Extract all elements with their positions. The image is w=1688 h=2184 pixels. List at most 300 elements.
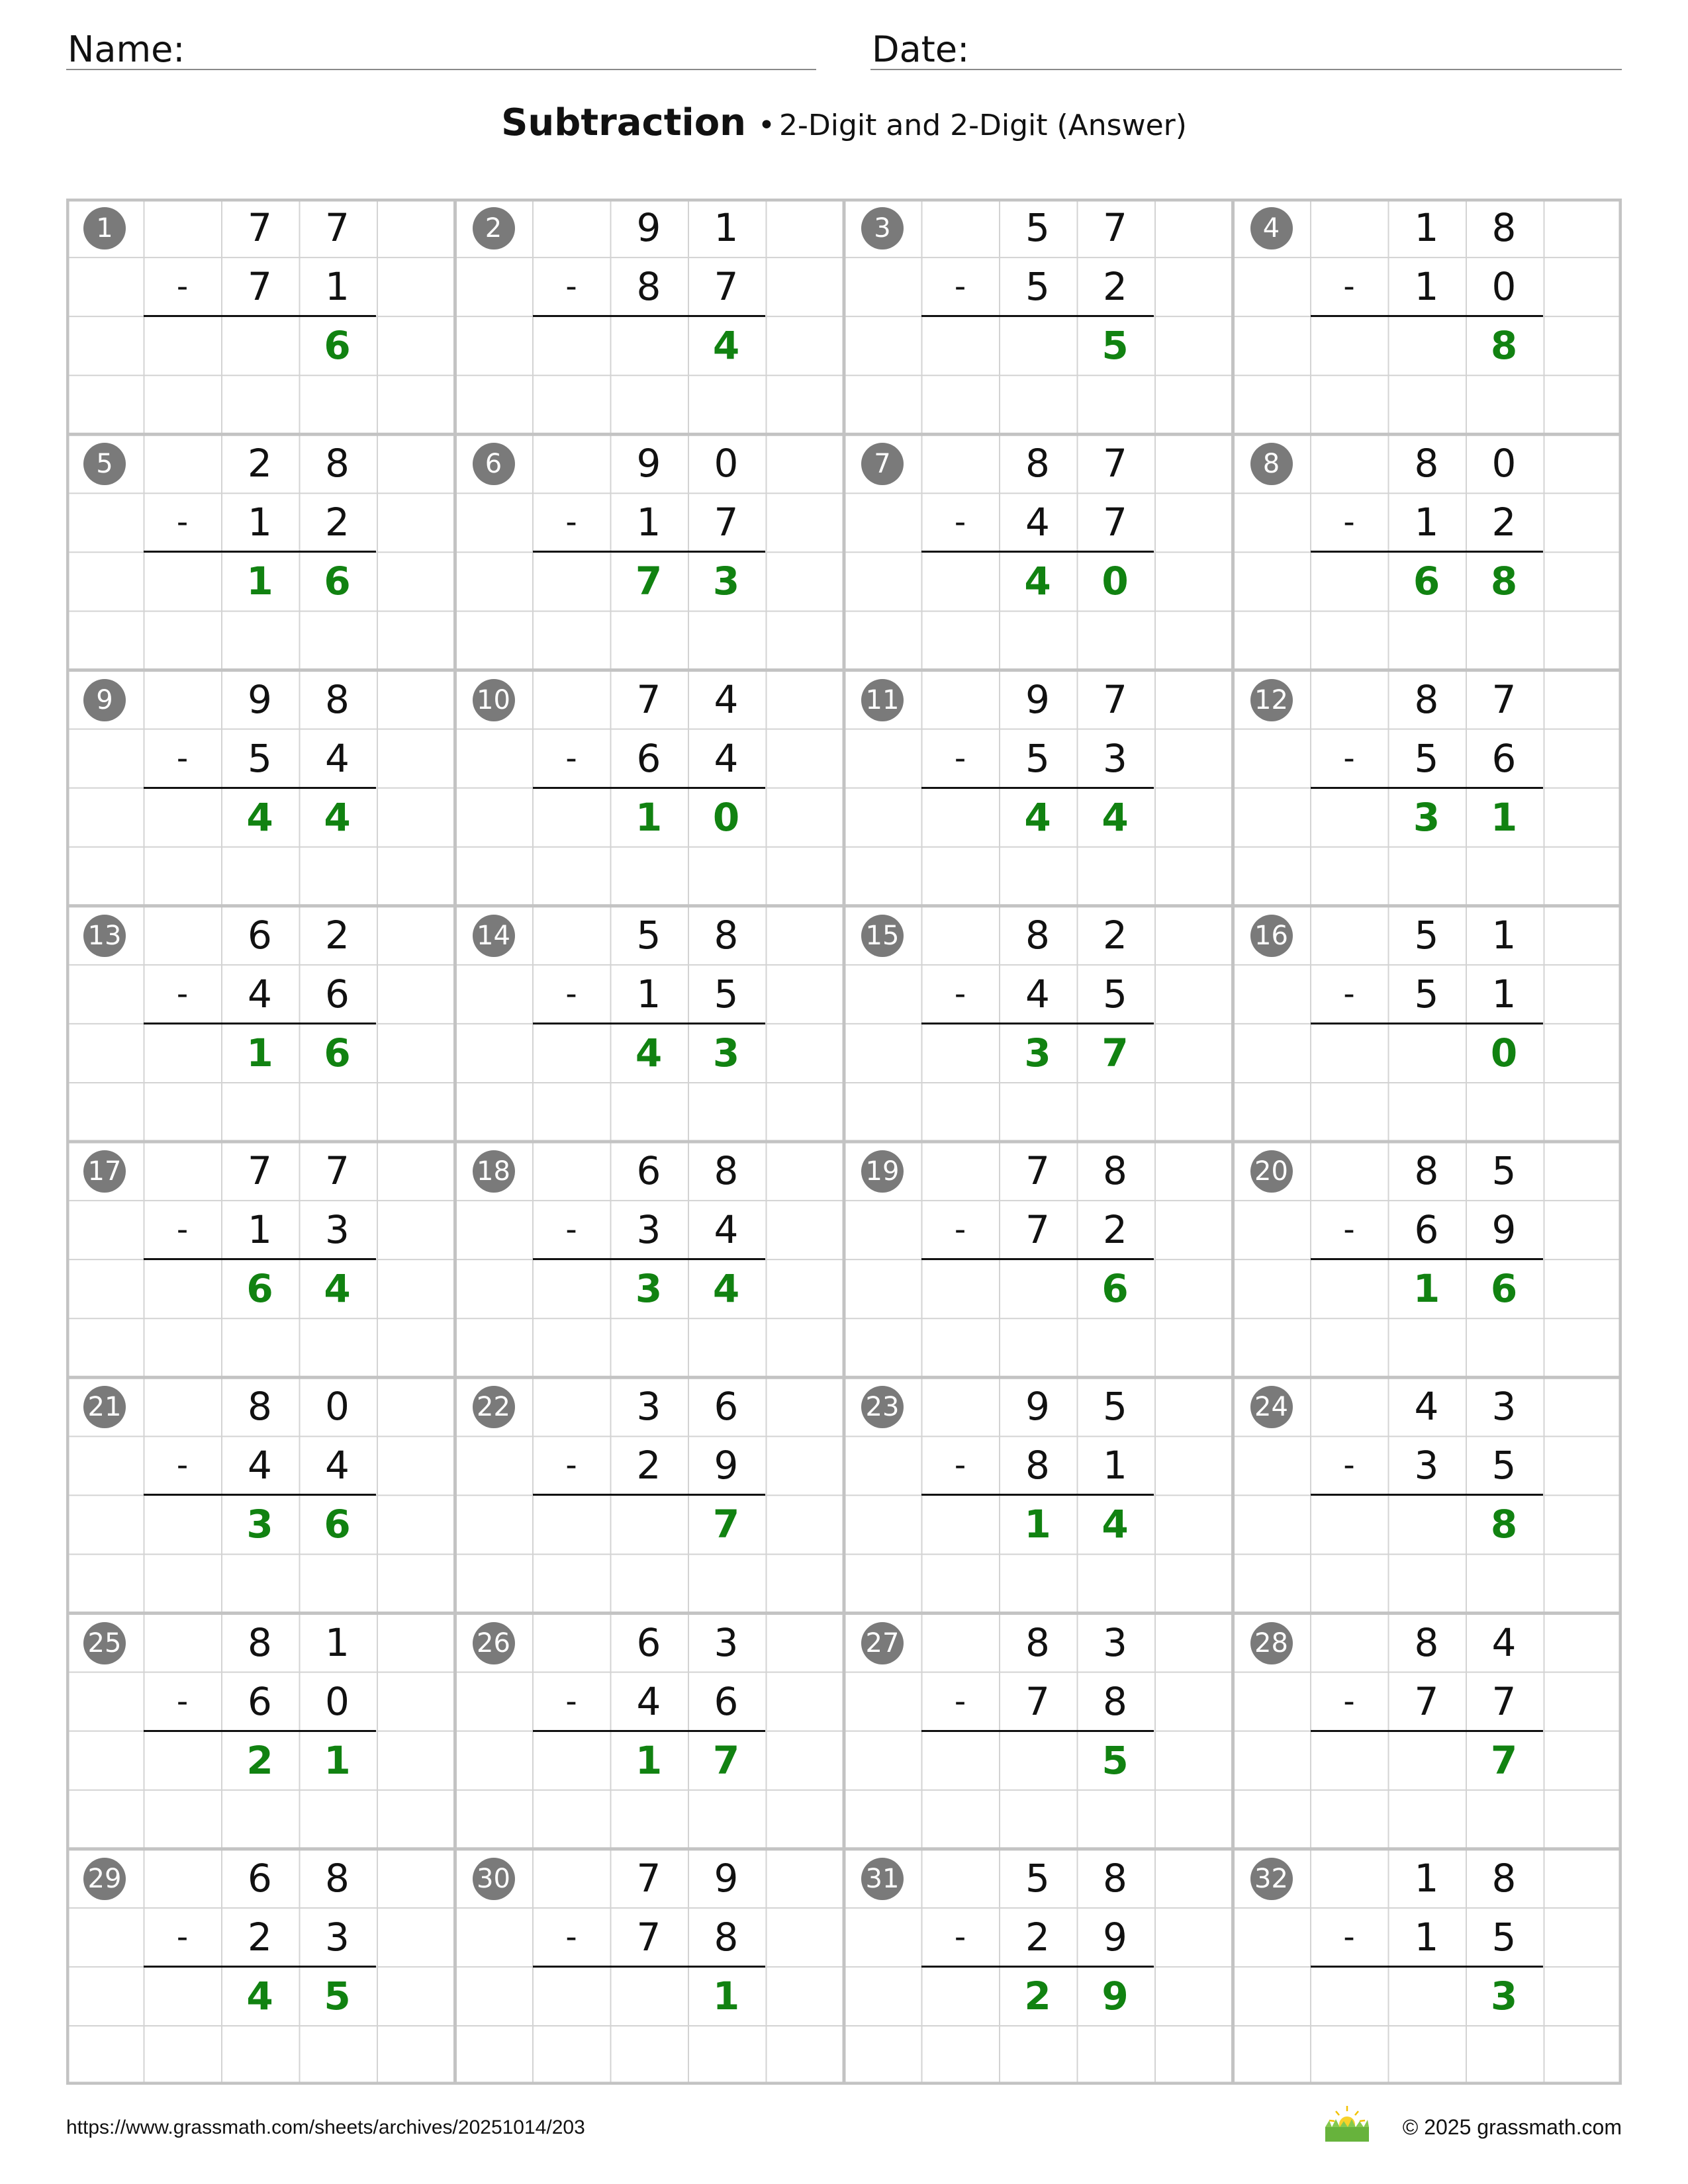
answer-ones-digit: 6 — [1102, 1266, 1129, 1311]
problem-number-badge: 32 — [1250, 1858, 1293, 1900]
minus-sign: - — [565, 268, 577, 305]
problem-20 — [1233, 1142, 1622, 1377]
minuend-tens-digit: 5 — [1025, 1855, 1050, 1901]
problem-number-badge: 25 — [83, 1622, 126, 1664]
minuend-ones-digit: 0 — [714, 441, 739, 486]
answer-ones-digit: 4 — [712, 323, 740, 368]
problem-32 — [1233, 1849, 1622, 2085]
subtrahend-tens-digit: 3 — [636, 1207, 661, 1252]
minuend-tens-digit: 8 — [1025, 1619, 1050, 1665]
problem-16 — [1233, 906, 1622, 1142]
problem-number-badge: 12 — [1250, 679, 1293, 721]
answer-tens-digit: 3 — [1024, 1030, 1051, 1075]
minuend-ones-digit: 0 — [1491, 441, 1517, 486]
answer-tens-digit — [1388, 1731, 1466, 1790]
subtrahend-ones-digit: 3 — [1103, 735, 1127, 781]
answer-ones-digit: 8 — [1490, 1502, 1518, 1547]
subtrahend-tens-digit: 7 — [1414, 1678, 1439, 1724]
subtrahend-ones-digit: 4 — [714, 1207, 739, 1252]
subtrahend-ones-digit: 5 — [1491, 1914, 1517, 1960]
answer-tens-digit: 1 — [246, 559, 273, 604]
problem-9 — [66, 670, 455, 906]
answer-tens-digit: 3 — [1413, 794, 1440, 840]
subtrahend-tens-digit: 5 — [248, 735, 272, 781]
subtrahend-ones-digit: 4 — [325, 735, 350, 781]
subtrahend-tens-digit: 5 — [1025, 735, 1050, 781]
problem-number-badge: 15 — [861, 915, 904, 957]
problem-19 — [844, 1142, 1233, 1377]
answer-ones-digit: 3 — [712, 559, 740, 604]
answer-ones-digit: 1 — [712, 1973, 740, 2019]
minuend-tens-digit: 4 — [1414, 1384, 1439, 1430]
answer-ones-digit: 0 — [712, 794, 740, 840]
problem-5 — [66, 434, 455, 670]
minus-sign: - — [1343, 1918, 1355, 1956]
minuend-tens-digit: 9 — [636, 441, 661, 486]
subtrahend-tens-digit: 7 — [636, 1914, 661, 1960]
subtrahend-tens-digit: 1 — [636, 500, 661, 545]
minus-sign: - — [1343, 1682, 1355, 1720]
problem-number-badge: 3 — [861, 207, 904, 250]
answer-ones-digit: 6 — [1490, 1266, 1518, 1311]
problem-number-badge: 1 — [83, 207, 126, 250]
subtrahend-tens-digit: 6 — [248, 1678, 272, 1724]
answer-tens-digit: 1 — [635, 794, 663, 840]
subtrahend-tens-digit: 7 — [1025, 1678, 1050, 1724]
problem-6 — [455, 434, 844, 670]
subtrahend-ones-digit: 2 — [1103, 264, 1127, 309]
minuend-tens-digit: 7 — [636, 1855, 661, 1901]
minuend-tens-digit: 1 — [1414, 1855, 1439, 1901]
minuend-ones-digit: 1 — [714, 205, 739, 250]
footer-copyright: © 2025 grassmath.com — [1402, 2115, 1622, 2139]
answer-tens-digit: 2 — [1024, 1973, 1051, 2019]
problem-17 — [66, 1142, 455, 1377]
minus-sign: - — [565, 504, 577, 541]
answer-ones-digit: 4 — [1102, 1502, 1129, 1547]
problem-number-badge: 27 — [861, 1622, 904, 1664]
answer-tens-digit: 3 — [635, 1266, 663, 1311]
answer-tens-digit: 2 — [246, 1737, 273, 1783]
minuend-ones-digit: 8 — [325, 441, 350, 486]
minuend-tens-digit: 3 — [636, 1384, 661, 1430]
problem-number-badge: 20 — [1250, 1150, 1293, 1193]
subtrahend-ones-digit: 9 — [1103, 1914, 1127, 1960]
date-field[interactable] — [870, 25, 1622, 70]
minus-sign: - — [1343, 1447, 1355, 1484]
answer-ones-digit: 4 — [324, 794, 351, 840]
subtrahend-tens-digit: 3 — [1414, 1443, 1439, 1488]
problem-28 — [1233, 1614, 1622, 1849]
minuend-tens-digit: 9 — [636, 205, 661, 250]
title-subtitle: 2-Digit and 2-Digit (Answer) — [779, 109, 1187, 142]
subtrahend-ones-digit: 7 — [714, 500, 739, 545]
minuend-tens-digit: 9 — [248, 676, 272, 722]
answer-tens-digit: 4 — [246, 1973, 273, 2019]
minuend-tens-digit: 7 — [248, 205, 272, 250]
problem-7 — [844, 434, 1233, 670]
answer-ones-digit: 0 — [1102, 559, 1129, 604]
subtrahend-ones-digit: 9 — [714, 1443, 739, 1488]
subtrahend-tens-digit: 7 — [248, 264, 272, 309]
subtrahend-tens-digit: 1 — [248, 500, 272, 545]
subtrahend-tens-digit: 1 — [636, 971, 661, 1017]
subtrahend-tens-digit: 2 — [248, 1914, 272, 1960]
problem-number-badge: 10 — [473, 679, 515, 721]
title-bullet: • — [758, 109, 775, 142]
answer-ones-digit: 4 — [712, 1266, 740, 1311]
minuend-ones-digit: 8 — [1491, 205, 1517, 250]
subtrahend-tens-digit: 6 — [1414, 1207, 1439, 1252]
problem-grid — [66, 199, 1622, 2085]
minus-sign: - — [176, 268, 189, 305]
answer-ones-digit: 3 — [1490, 1973, 1518, 2019]
answer-ones-digit: 3 — [712, 1030, 740, 1075]
minuend-ones-digit: 2 — [1103, 912, 1127, 958]
answer-tens-digit — [1388, 316, 1466, 375]
answer-tens-digit — [610, 316, 688, 375]
subtrahend-tens-digit: 2 — [1025, 1914, 1050, 1960]
subtrahend-ones-digit: 2 — [1491, 500, 1517, 545]
minuend-ones-digit: 0 — [325, 1384, 350, 1430]
minus-sign: - — [1343, 739, 1355, 777]
answer-ones-digit: 7 — [1490, 1737, 1518, 1783]
subtrahend-ones-digit: 8 — [714, 1914, 739, 1960]
subtrahend-ones-digit: 5 — [1103, 971, 1127, 1017]
problem-14 — [455, 906, 844, 1142]
answer-ones-digit: 4 — [324, 1266, 351, 1311]
minus-sign: - — [565, 739, 577, 777]
minus-sign: - — [954, 1447, 966, 1484]
problem-3 — [844, 199, 1233, 434]
problem-number-badge: 2 — [473, 207, 515, 250]
problem-24 — [1233, 1377, 1622, 1613]
problem-21 — [66, 1377, 455, 1613]
minus-sign: - — [954, 268, 966, 305]
minuend-ones-digit: 8 — [325, 1855, 350, 1901]
problem-number-badge: 30 — [473, 1858, 515, 1900]
problem-number-badge: 21 — [83, 1386, 126, 1428]
minus-sign: - — [954, 975, 966, 1013]
minuend-tens-digit: 8 — [1414, 441, 1439, 486]
subtrahend-ones-digit: 2 — [325, 500, 350, 545]
minuend-ones-digit: 2 — [325, 912, 350, 958]
subtrahend-ones-digit: 3 — [325, 1207, 350, 1252]
subtrahend-ones-digit: 1 — [1491, 971, 1517, 1017]
minuend-ones-digit: 4 — [714, 676, 739, 722]
problem-number-badge: 11 — [861, 679, 904, 721]
minus-sign: - — [954, 1918, 966, 1956]
minuend-tens-digit: 1 — [1414, 205, 1439, 250]
answer-tens-digit: 1 — [635, 1737, 663, 1783]
problem-27 — [844, 1614, 1233, 1849]
minuend-ones-digit: 3 — [714, 1619, 739, 1665]
subtrahend-ones-digit: 7 — [1103, 500, 1127, 545]
subtrahend-ones-digit: 4 — [714, 735, 739, 781]
problem-22 — [455, 1377, 844, 1613]
minuend-tens-digit: 5 — [636, 912, 661, 958]
minus-sign: - — [565, 1447, 577, 1484]
problem-number-badge: 24 — [1250, 1386, 1293, 1428]
minuend-tens-digit: 7 — [636, 676, 661, 722]
problem-number-badge: 9 — [83, 679, 126, 721]
subtrahend-tens-digit: 5 — [1414, 971, 1439, 1017]
answer-tens-digit — [999, 1259, 1076, 1318]
minus-sign: - — [176, 1211, 189, 1248]
minuend-tens-digit: 8 — [248, 1619, 272, 1665]
problem-number-badge: 29 — [83, 1858, 126, 1900]
minus-sign: - — [1343, 268, 1355, 305]
answer-ones-digit: 6 — [324, 1030, 351, 1075]
problem-number-badge: 8 — [1250, 443, 1293, 485]
minus-sign: - — [565, 1918, 577, 1956]
minuend-tens-digit: 5 — [1414, 912, 1439, 958]
minuend-ones-digit: 7 — [325, 205, 350, 250]
name-label: Name: — [68, 28, 185, 70]
minuend-tens-digit: 6 — [636, 1148, 661, 1193]
answer-ones-digit: 7 — [712, 1502, 740, 1547]
subtrahend-tens-digit: 1 — [1414, 1914, 1439, 1960]
answer-tens-digit — [1388, 1495, 1466, 1554]
subtrahend-ones-digit: 1 — [1103, 1443, 1127, 1488]
minuend-tens-digit: 5 — [1025, 205, 1050, 250]
answer-tens-digit — [999, 316, 1076, 375]
subtrahend-tens-digit: 4 — [1025, 971, 1050, 1017]
minus-sign: - — [954, 1682, 966, 1720]
answer-ones-digit: 7 — [712, 1737, 740, 1783]
subtrahend-ones-digit: 7 — [1491, 1678, 1517, 1724]
problem-1 — [66, 199, 455, 434]
subtrahend-tens-digit: 2 — [636, 1443, 661, 1488]
problem-number-badge: 31 — [861, 1858, 904, 1900]
minuend-tens-digit: 6 — [248, 912, 272, 958]
subtrahend-ones-digit: 5 — [1491, 1443, 1517, 1488]
minus-sign: - — [1343, 975, 1355, 1013]
subtrahend-ones-digit: 0 — [325, 1678, 350, 1724]
minuend-tens-digit: 8 — [1414, 676, 1439, 722]
minuend-ones-digit: 7 — [1491, 676, 1517, 722]
minus-sign: - — [565, 1211, 577, 1248]
answer-ones-digit: 5 — [1102, 1737, 1129, 1783]
minuend-tens-digit: 8 — [1025, 441, 1050, 486]
minus-sign: - — [954, 1211, 966, 1248]
minuend-tens-digit: 7 — [248, 1148, 272, 1193]
minus-sign: - — [176, 1918, 189, 1956]
subtrahend-ones-digit: 6 — [714, 1678, 739, 1724]
minuend-ones-digit: 1 — [325, 1619, 350, 1665]
answer-ones-digit: 1 — [324, 1737, 351, 1783]
minuend-ones-digit: 1 — [1491, 912, 1517, 958]
answer-tens-digit: 7 — [635, 559, 663, 604]
minuend-ones-digit: 5 — [1103, 1384, 1127, 1430]
minus-sign: - — [1343, 504, 1355, 541]
answer-ones-digit: 5 — [1102, 323, 1129, 368]
answer-tens-digit — [610, 1967, 688, 2026]
answer-tens-digit — [221, 316, 299, 375]
problem-4 — [1233, 199, 1622, 434]
subtrahend-ones-digit: 2 — [1103, 1207, 1127, 1252]
minuend-ones-digit: 7 — [325, 1148, 350, 1193]
subtrahend-tens-digit: 8 — [1025, 1443, 1050, 1488]
answer-tens-digit: 1 — [1024, 1502, 1051, 1547]
minuend-tens-digit: 9 — [1025, 676, 1050, 722]
minuend-tens-digit: 8 — [1025, 912, 1050, 958]
title-main: Subtraction — [501, 101, 747, 144]
answer-tens-digit: 1 — [1413, 1266, 1440, 1311]
answer-ones-digit: 6 — [324, 559, 351, 604]
minuend-ones-digit: 8 — [714, 1148, 739, 1193]
minus-sign: - — [954, 739, 966, 777]
minus-sign: - — [176, 975, 189, 1013]
answer-tens-digit — [610, 1495, 688, 1554]
answer-ones-digit: 0 — [1490, 1030, 1518, 1075]
problem-number-badge: 28 — [1250, 1622, 1293, 1664]
answer-ones-digit: 8 — [1490, 323, 1518, 368]
subtrahend-tens-digit: 7 — [1025, 1207, 1050, 1252]
answer-tens-digit — [999, 1731, 1076, 1790]
problem-number-badge: 17 — [83, 1150, 126, 1193]
minus-sign: - — [954, 504, 966, 541]
problem-number-badge: 19 — [861, 1150, 904, 1193]
minuend-tens-digit: 6 — [636, 1619, 661, 1665]
minus-sign: - — [176, 504, 189, 541]
problem-number-badge: 14 — [473, 915, 515, 957]
subtrahend-ones-digit: 0 — [1491, 264, 1517, 309]
subtrahend-ones-digit: 8 — [1103, 1678, 1127, 1724]
answer-ones-digit: 1 — [1490, 794, 1518, 840]
minuend-ones-digit: 3 — [1103, 1619, 1127, 1665]
problem-number-badge: 6 — [473, 443, 515, 485]
answer-tens-digit: 6 — [1413, 559, 1440, 604]
subtrahend-ones-digit: 1 — [325, 264, 350, 309]
problem-number-badge: 23 — [861, 1386, 904, 1428]
minuend-ones-digit: 8 — [1491, 1855, 1517, 1901]
minus-sign: - — [176, 1447, 189, 1484]
problem-8 — [1233, 434, 1622, 670]
subtrahend-ones-digit: 5 — [714, 971, 739, 1017]
problem-25 — [66, 1614, 455, 1849]
answer-tens-digit: 4 — [246, 794, 273, 840]
answer-ones-digit: 4 — [1102, 794, 1129, 840]
problem-2 — [455, 199, 844, 434]
minuend-tens-digit: 6 — [248, 1855, 272, 1901]
minuend-ones-digit: 7 — [1103, 676, 1127, 722]
subtrahend-tens-digit: 4 — [248, 971, 272, 1017]
subtrahend-ones-digit: 7 — [714, 264, 739, 309]
problem-13 — [66, 906, 455, 1142]
problem-number-badge: 4 — [1250, 207, 1293, 250]
answer-ones-digit: 6 — [324, 1502, 351, 1547]
answer-tens-digit: 1 — [246, 1030, 273, 1075]
problem-number-badge: 22 — [473, 1386, 515, 1428]
answer-tens-digit — [1388, 1024, 1466, 1083]
answer-tens-digit: 6 — [246, 1266, 273, 1311]
minuend-tens-digit: 2 — [248, 441, 272, 486]
answer-ones-digit: 6 — [324, 323, 351, 368]
problem-number-badge: 16 — [1250, 915, 1293, 957]
subtrahend-tens-digit: 4 — [636, 1678, 661, 1724]
minuend-ones-digit: 5 — [1491, 1148, 1517, 1193]
answer-ones-digit: 5 — [324, 1973, 351, 2019]
answer-ones-digit: 9 — [1102, 1973, 1129, 2019]
minuend-ones-digit: 8 — [1103, 1148, 1127, 1193]
problem-number-badge: 18 — [473, 1150, 515, 1193]
minuend-tens-digit: 9 — [1025, 1384, 1050, 1430]
subtrahend-tens-digit: 5 — [1414, 735, 1439, 781]
minus-sign: - — [176, 1682, 189, 1720]
problem-number-badge: 5 — [83, 443, 126, 485]
minuend-ones-digit: 7 — [1103, 205, 1127, 250]
problem-12 — [1233, 670, 1622, 906]
subtrahend-tens-digit: 4 — [1025, 500, 1050, 545]
subtrahend-tens-digit: 1 — [1414, 264, 1439, 309]
answer-ones-digit: 7 — [1102, 1030, 1129, 1075]
minus-sign: - — [1343, 1211, 1355, 1248]
answer-tens-digit: 4 — [635, 1030, 663, 1075]
minuend-ones-digit: 8 — [1103, 1855, 1127, 1901]
minus-sign: - — [565, 975, 577, 1013]
subtrahend-tens-digit: 1 — [1414, 500, 1439, 545]
minuend-ones-digit: 3 — [1491, 1384, 1517, 1430]
answer-tens-digit — [1388, 1967, 1466, 2026]
minuend-ones-digit: 8 — [714, 912, 739, 958]
minuend-tens-digit: 7 — [1025, 1148, 1050, 1193]
problem-11 — [844, 670, 1233, 906]
minuend-tens-digit: 8 — [1414, 1619, 1439, 1665]
problem-10 — [455, 670, 844, 906]
minuend-ones-digit: 8 — [325, 676, 350, 722]
minuend-ones-digit: 7 — [1103, 441, 1127, 486]
minuend-ones-digit: 6 — [714, 1384, 739, 1430]
subtrahend-ones-digit: 6 — [325, 971, 350, 1017]
minuend-ones-digit: 4 — [1491, 1619, 1517, 1665]
problem-15 — [844, 906, 1233, 1142]
name-field[interactable] — [66, 25, 816, 70]
date-label: Date: — [872, 28, 970, 70]
answer-ones-digit: 8 — [1490, 559, 1518, 604]
subtrahend-ones-digit: 6 — [1491, 735, 1517, 781]
minus-sign: - — [176, 739, 189, 777]
problem-26 — [455, 1614, 844, 1849]
subtrahend-tens-digit: 5 — [1025, 264, 1050, 309]
minuend-tens-digit: 8 — [248, 1384, 272, 1430]
subtrahend-ones-digit: 3 — [325, 1914, 350, 1960]
minuend-ones-digit: 9 — [714, 1855, 739, 1901]
minuend-tens-digit: 8 — [1414, 1148, 1439, 1193]
problem-number-badge: 7 — [861, 443, 904, 485]
problem-number-badge: 13 — [83, 915, 126, 957]
answer-tens-digit: 4 — [1024, 559, 1051, 604]
answer-tens-digit: 4 — [1024, 794, 1051, 840]
worksheet-title — [0, 101, 1688, 144]
subtrahend-ones-digit: 4 — [325, 1443, 350, 1488]
subtrahend-tens-digit: 1 — [248, 1207, 272, 1252]
footer-url: https://www.grassmath.com/sheets/archives/20251014/203 — [66, 2116, 585, 2138]
subtrahend-tens-digit: 8 — [636, 264, 661, 309]
minus-sign: - — [565, 1682, 577, 1720]
problem-18 — [455, 1142, 844, 1377]
answer-tens-digit: 3 — [246, 1502, 273, 1547]
subtrahend-ones-digit: 9 — [1491, 1207, 1517, 1252]
problem-number-badge: 26 — [473, 1622, 515, 1664]
subtrahend-tens-digit: 6 — [636, 735, 661, 781]
problem-31 — [844, 1849, 1233, 2085]
problem-23 — [844, 1377, 1233, 1613]
problem-30 — [455, 1849, 844, 2085]
problem-29 — [66, 1849, 455, 2085]
subtrahend-tens-digit: 4 — [248, 1443, 272, 1488]
sun-grass-logo-icon — [1323, 2103, 1372, 2143]
